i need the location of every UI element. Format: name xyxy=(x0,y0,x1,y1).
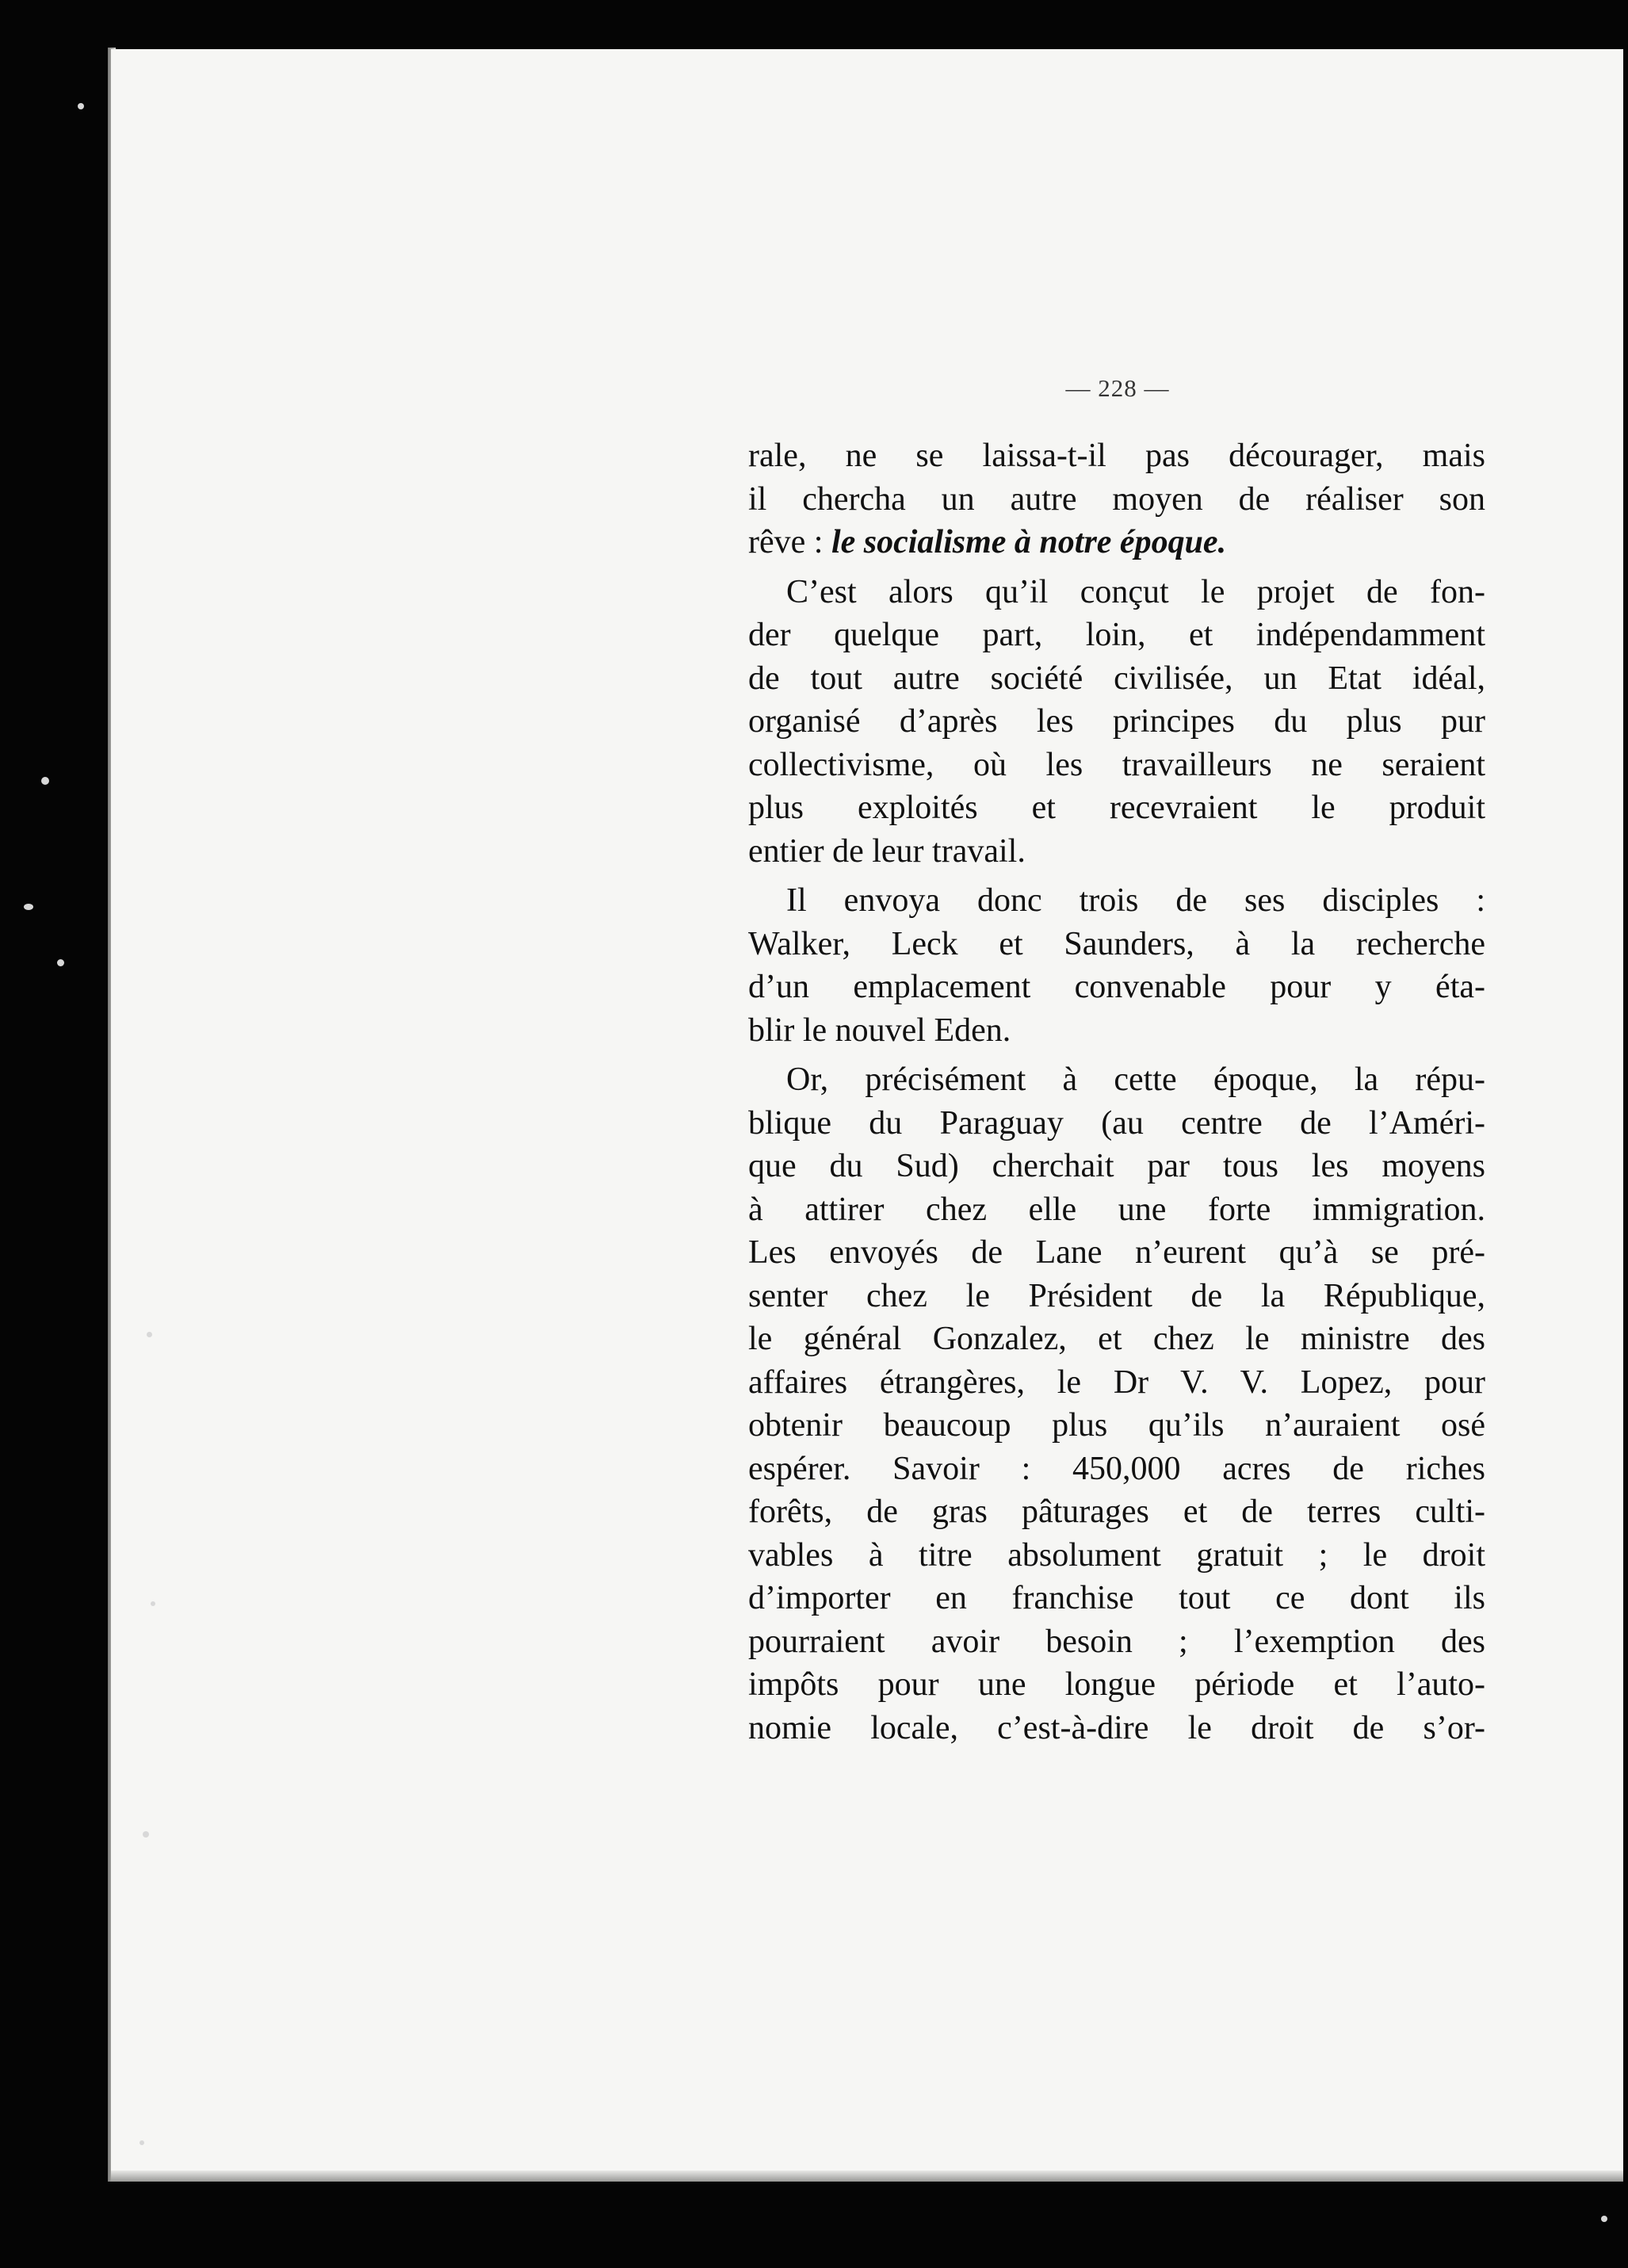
italic-phrase: le socialisme à notre époque. xyxy=(831,524,1227,560)
text-line: Walker, Leck et Saunders, à la recherche xyxy=(748,925,1485,962)
text-line: blique du Paraguay (au centre de l’Améri- xyxy=(748,1104,1485,1142)
dust-speck xyxy=(151,1601,155,1606)
text-line: forêts, de gras pâturages et de terres culti- xyxy=(748,1494,1485,1530)
dust-speck xyxy=(139,2140,144,2145)
body-text xyxy=(748,434,1485,1750)
text-line: nomie locale, c’est-à-dire le droit de s’or- xyxy=(748,1709,1485,1746)
dust-speck xyxy=(143,1831,149,1838)
text-line xyxy=(748,521,1485,564)
dust-speck xyxy=(24,904,33,910)
text-line: à attirer chez elle une forte immigration. xyxy=(748,1191,1485,1228)
text-line: organisé d’après les principes du plus pur xyxy=(748,703,1485,740)
text-line: il chercha un autre moyen de réaliser son xyxy=(748,480,1485,518)
text-line: d’importer en franchise tout ce dont ils xyxy=(748,1580,1485,1616)
text-line: Il envoya donc trois de ses disciples : xyxy=(786,882,1485,919)
text-line: que du Sud) cherchait par tous les moyens xyxy=(748,1148,1485,1184)
text-line: Les envoyés de Lane n’eurent qu’à se pré- xyxy=(748,1234,1485,1271)
text-line: plus exploités et recevraient le produit xyxy=(748,790,1485,826)
paragraph-4 xyxy=(748,1058,1485,1750)
text-line: entier de leur travail. xyxy=(748,832,1026,870)
text-line: pourraient avoir besoin ; l’exemption des xyxy=(748,1623,1485,1660)
text-line: rale, ne se laissa-t-il pas décourager, mais xyxy=(748,438,1485,474)
text-line: collectivisme, où les travailleurs ne seraient xyxy=(748,746,1485,783)
paragraph-1 xyxy=(748,434,1485,564)
dust-speck xyxy=(57,959,64,966)
dust-speck xyxy=(78,103,84,109)
paragraph-2 xyxy=(748,571,1485,874)
text-line: impôts pour une longue période et l’auto- xyxy=(748,1666,1485,1703)
text-line: espérer. Savoir : 450,000 acres de riches xyxy=(748,1450,1485,1487)
dust-speck xyxy=(1601,2216,1607,2222)
text-line: de tout autre société civilisée, un Etat idéal, xyxy=(748,660,1485,697)
page-number: — 228 — xyxy=(1065,374,1170,402)
text-line: affaires étrangères, le Dr V. V. Lopez, pour xyxy=(748,1363,1485,1401)
text-line: obtenir beaucoup plus qu’ils n’auraient osé xyxy=(748,1407,1485,1444)
text-line: vables à titre absolument gratuit ; le droit xyxy=(748,1536,1485,1574)
dust-speck xyxy=(147,1332,152,1337)
page-bottom-edge xyxy=(111,2170,1623,2182)
text-line: blir le nouvel Eden. xyxy=(748,1012,1011,1049)
text-line: Or, précisément à cette époque, la répu- xyxy=(786,1061,1485,1098)
paragraph-3 xyxy=(748,879,1485,1052)
text-line: d’un emplacement convenable pour y éta- xyxy=(748,969,1485,1005)
dust-speck xyxy=(41,777,49,785)
text-line: senter chez le Président de la République, xyxy=(748,1277,1485,1314)
text-line: der quelque part, loin, et indépendamment xyxy=(748,617,1485,653)
text-line: C’est alors qu’il conçut le projet de fon- xyxy=(786,573,1485,610)
line-prefix: rêve : xyxy=(748,524,831,560)
text-line: le général Gonzalez, et chez le ministre des xyxy=(748,1321,1485,1357)
